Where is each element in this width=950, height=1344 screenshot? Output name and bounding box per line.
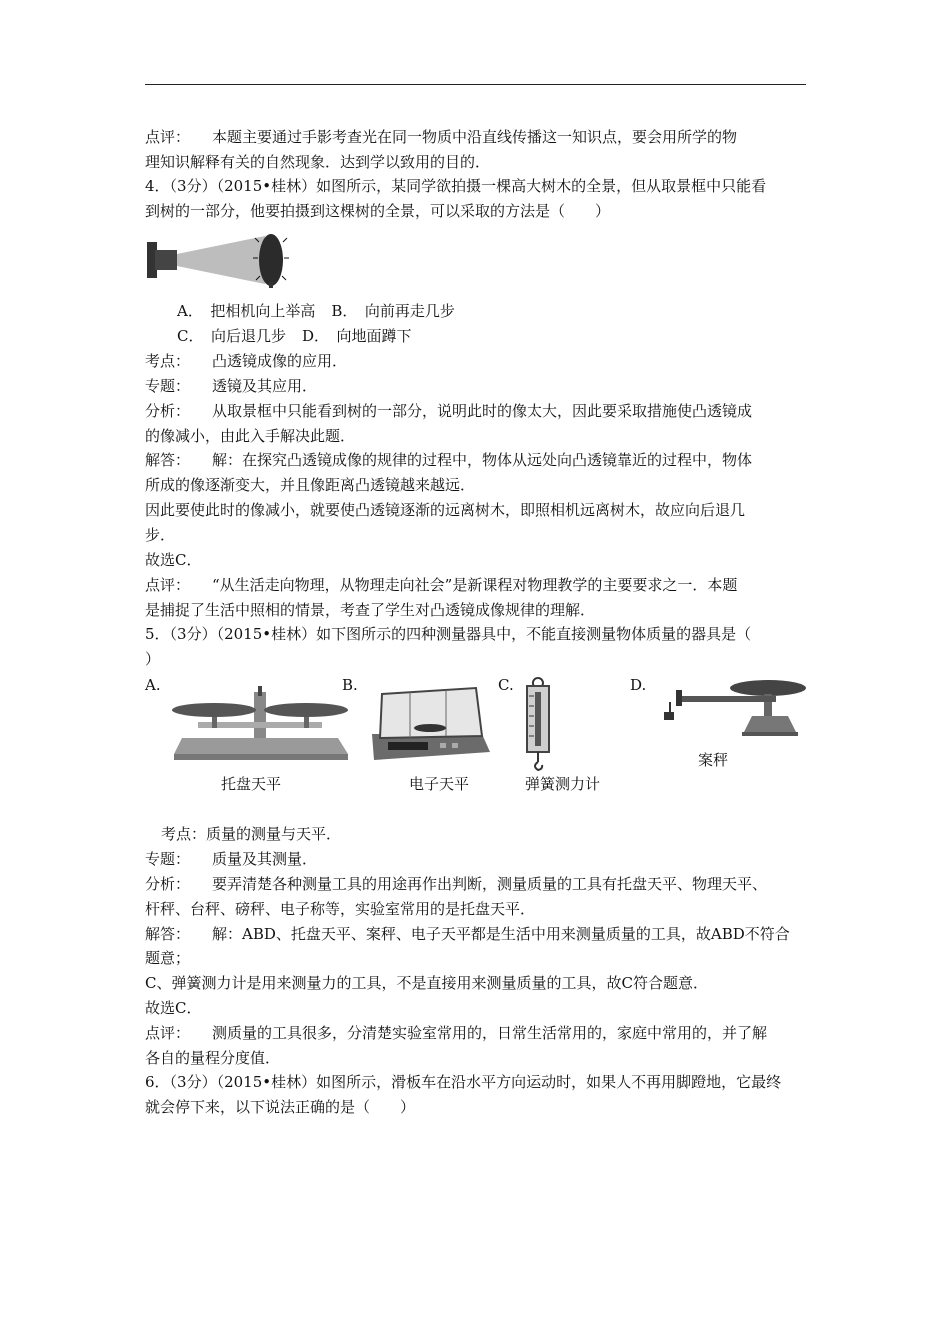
q5-fenxi-line2: 杆秤、台秤、磅秤、电子称等，实验室常用的是托盘天平． [145,900,536,918]
q5-fenxi [145,872,767,896]
q5-jieda-line3: C、弹簧测力计是用来测量力的工具，不是直接用来测量质量的工具，故C符合题意． [145,974,708,992]
q4-jieda-line3: 因此要使此时的像减小，就要使凸透镜逐渐的远离树木，即照相机远离树木，故应向后退几 [145,501,746,519]
dianping-label: 点评： [145,576,191,594]
zhuanti-label: 专题： [145,377,191,395]
fenxi-text1: 从取景框中只能看到树的一部分，说明此时的像太大，因此要采取措施使凸透镜成 [212,402,753,420]
q4-jieda [145,448,752,472]
caption-electronic-balance: 电子天平 [409,775,470,793]
kaodian-label: 考点： [145,352,191,370]
tree-trunk [269,282,273,288]
zhuanti-text: 透镜及其应用． [212,377,318,395]
q4-option-b[interactable]: B． 向前再走几步 [331,302,455,320]
q4-option-c[interactable]: C． 向后退几步 [177,327,286,345]
tree-crown [259,234,283,286]
comment3-line2: 理知识解释有关的自然现象．达到学以致用的目的． [145,153,491,171]
q4-zhuanti [145,374,317,398]
jieda-text1: 解：在探究凸透镜成像的规律的过程中，物体从远处向凸透镜靠近的过程中，物体 [212,451,753,469]
q5-label-a[interactable]: A. [145,676,161,694]
q5-jieda-line2: 题意； [145,949,191,967]
zhuanti-text: 质量及其测量． [212,850,318,868]
q4-jieda-line2: 所成的像逐渐变大，并且像距离凸透镜越来越远． [145,476,476,494]
q5-zhuanti [145,847,317,871]
tray-balance-figure [168,682,353,764]
electronic-balance-figure [370,680,492,764]
q5-dianping-line2: 各自的量程分度值． [145,1049,281,1067]
platform-scale-figure [656,676,808,740]
zhuanti-label: 专题： [145,850,191,868]
q5-stem-line2: ） [145,650,161,668]
camera-tree-figure [145,228,295,290]
caption-tray-balance: 托盘天平 [221,775,282,793]
kaodian-text: 凸透镜成像的应用． [212,352,348,370]
q4-options-row2 [177,324,412,348]
fenxi-text1: 要弄清楚各种测量工具的用途再作出判断，测量质量的工具有托盘天平、物理天平、 [212,875,768,893]
q4-option-a[interactable]: A． 把相机向上举高 [177,302,316,320]
caption-platform-scale: 案秤 [698,751,729,769]
q4-stem-line2: 到树的一部分，他要拍摄到这棵树的全景，可以采取的方法是（ ） [145,202,611,220]
q4-dianping [145,573,737,597]
q5-label-d[interactable]: D. [630,676,647,694]
view-cone [177,236,265,284]
q5-dianping [145,1021,767,1045]
fenxi-label: 分析： [145,875,191,893]
caption-spring-scale: 弹簧测力计 [525,775,601,793]
q5-kaodian: 考点：质量的测量与天平． [161,825,342,843]
q5-label-c[interactable]: C. [498,676,514,694]
q6-stem-line2: 就会停下来，以下说法正确的是（ ） [145,1098,416,1116]
q5-label-b[interactable]: B. [342,676,358,694]
jieda-text1: 解：ABD、托盘天平、案秤、电子天平都是生活中用来测量质量的工具，故ABD不符合 [212,925,790,943]
q4-fenxi-line2: 的像减小，由此入手解决此题． [145,427,356,445]
jieda-label: 解答： [145,925,191,943]
q4-jieda-line4: 步． [145,526,176,544]
q5-stem-line1: 5．（3分）（2015•桂林）如下图所示的四种测量器具中，不能直接测量物体质量的器具是（ [145,625,752,643]
dianping-text1: 测质量的工具很多，分清楚实验室常用的，日常生活常用的，家庭中常用的，并了解 [212,1024,768,1042]
q5-jieda [145,922,790,946]
comment3-line1 [145,125,737,149]
comment3-text1: 本题主要通过手影考查光在同一物质中沿直线传播这一知识点，要会用所学的物 [212,128,738,146]
comment3-label: 点评： [145,128,191,146]
q4-dianping-line2: 是捕捉了生活中照相的情景，考查了学生对凸透镜成像规律的理解． [145,601,596,619]
q4-stem-line1: 4．（3分）（2015•桂林）如图所示，某同学欲拍摄一棵高大树木的全景，但从取景框中只能看 [145,177,767,195]
q4-fenxi [145,399,752,423]
dianping-label: 点评： [145,1024,191,1042]
q4-options-row1 [177,299,455,323]
fenxi-label: 分析： [145,402,191,420]
q6-stem-line1: 6．（3分）（2015•桂林）如图所示，滑板车在沿水平方向运动时，如果人不再用脚蹬地，它最终 [145,1073,782,1091]
jieda-label: 解答： [145,451,191,469]
camera-body [155,250,177,270]
q4-option-d[interactable]: D． 向地面蹲下 [301,327,412,345]
header-rule [145,84,806,85]
q4-answer: 故选C． [145,551,202,569]
dianping-text1: “从生活走向物理，从物理走向社会”是新课程对物理教学的主要要求之一．本题 [212,576,738,594]
q4-kaodian [145,349,347,373]
q5-answer: 故选C． [145,999,202,1017]
spring-scale-figure [520,676,556,772]
